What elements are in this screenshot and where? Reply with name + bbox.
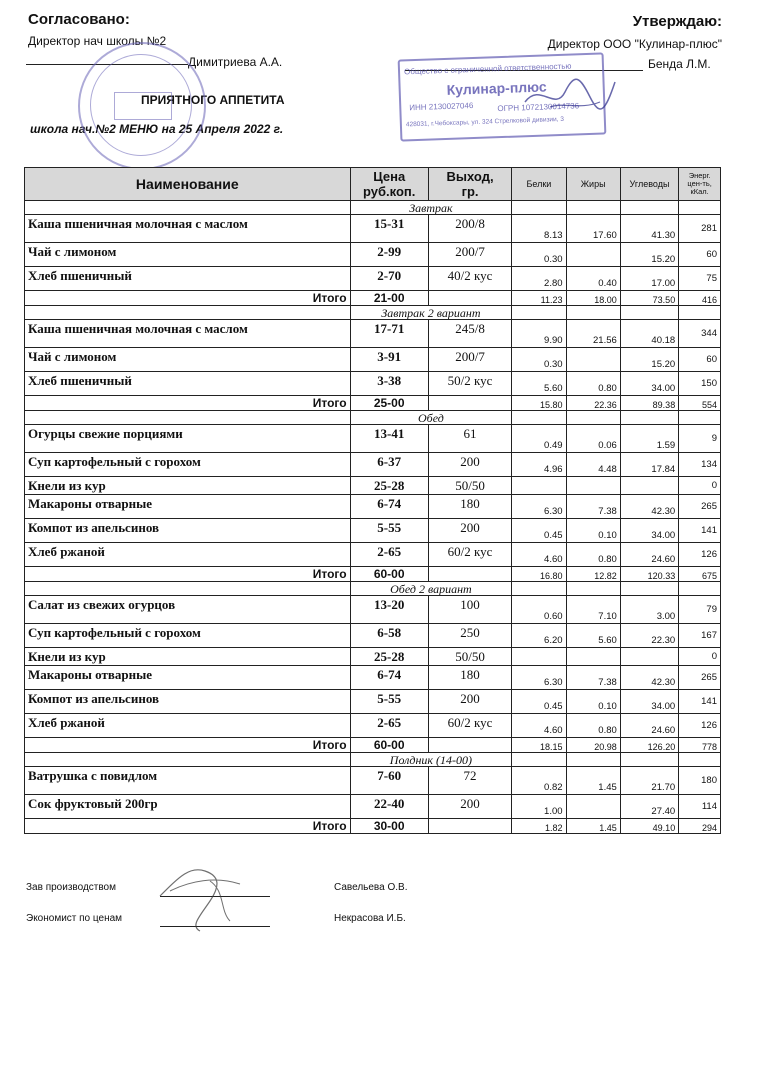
- total-fat: 20.98: [566, 738, 620, 753]
- dish-output: 200/7: [428, 348, 511, 372]
- section-title: Обед 2 вариант: [350, 582, 512, 596]
- dish-price: 6-58: [350, 624, 428, 648]
- stamp-inn: ИНН 2130027046: [409, 101, 474, 113]
- dish-kcal: 75: [679, 267, 721, 291]
- table-row: [25, 624, 721, 648]
- total-label: Итого: [25, 567, 351, 582]
- dish-carbs: 15.20: [620, 348, 678, 372]
- section-spacer: [679, 411, 721, 425]
- confirm-position: Директор ООО "Кулинар-плюс": [547, 37, 722, 51]
- dish-price: 2-65: [350, 543, 428, 567]
- section-spacer: [620, 201, 678, 215]
- table-header-row: [25, 168, 721, 201]
- dish-name: Компот из апельсинов: [25, 519, 351, 543]
- dish-fat: 7.10: [566, 596, 620, 624]
- dish-price: 3-91: [350, 348, 428, 372]
- dish-carbs: 24.60: [620, 543, 678, 567]
- total-protein: 15.80: [512, 396, 566, 411]
- production-name: Савельева О.В.: [334, 882, 408, 893]
- table-row: [25, 666, 721, 690]
- section-spacer: [566, 753, 620, 767]
- dish-name: Каша пшеничная молочная с маслом: [25, 215, 351, 243]
- dish-protein: 0.45: [512, 519, 566, 543]
- column-protein: Белки: [512, 168, 566, 201]
- dish-output: 200: [428, 519, 511, 543]
- production-label: Зав производством: [26, 882, 116, 893]
- column-price-line2: руб.коп.: [362, 184, 416, 199]
- section-spacer: [25, 582, 351, 596]
- total-protein: 11.23: [512, 291, 566, 306]
- total-label: Итого: [25, 738, 351, 753]
- stamp-address: 428031, г.Чебоксары, ул. 324 Стрелковой дивизии, 3: [405, 115, 565, 129]
- dish-carbs: 34.00: [620, 519, 678, 543]
- dish-price: 2-70: [350, 267, 428, 291]
- dish-name: Хлеб ржаной: [25, 714, 351, 738]
- column-name: Наименование: [25, 168, 351, 201]
- dish-carbs: [620, 648, 678, 666]
- total-row: [25, 819, 721, 834]
- section-spacer: [620, 306, 678, 320]
- total-protein: 18.15: [512, 738, 566, 753]
- column-output-line2: гр.: [461, 184, 479, 199]
- dish-fat: 21.56: [566, 320, 620, 348]
- total-row: [25, 738, 721, 753]
- table-row: [25, 596, 721, 624]
- dish-carbs: 40.18: [620, 320, 678, 348]
- dish-kcal: 344: [679, 320, 721, 348]
- dish-protein: 0.60: [512, 596, 566, 624]
- dish-protein: 0.30: [512, 243, 566, 267]
- total-carbs: 126.20: [620, 738, 678, 753]
- total-carbs: 120.33: [620, 567, 678, 582]
- dish-output: 200: [428, 795, 511, 819]
- dish-fat: 0.40: [566, 267, 620, 291]
- dish-protein: 4.60: [512, 543, 566, 567]
- production-signature-icon: [150, 856, 250, 936]
- dish-kcal: 150: [679, 372, 721, 396]
- dish-carbs: 41.30: [620, 215, 678, 243]
- table-row: [25, 320, 721, 348]
- dish-name: Огурцы свежие порциями: [25, 425, 351, 453]
- dish-kcal: 265: [679, 666, 721, 690]
- dish-name: Салат из свежих огурцов: [25, 596, 351, 624]
- dish-carbs: 24.60: [620, 714, 678, 738]
- section-spacer: [512, 201, 566, 215]
- section-spacer: [679, 201, 721, 215]
- dish-fat: [566, 243, 620, 267]
- economist-name: Некрасова И.Б.: [334, 913, 406, 924]
- dish-fat: 0.10: [566, 690, 620, 714]
- dish-carbs: [620, 477, 678, 495]
- dish-output: 40/2 кус: [428, 267, 511, 291]
- dish-protein: 0.49: [512, 425, 566, 453]
- dish-output: 250: [428, 624, 511, 648]
- table-row: [25, 648, 721, 666]
- total-kcal: 554: [679, 396, 721, 411]
- dish-name: Сок фруктовый 200гр: [25, 795, 351, 819]
- dish-price: 13-20: [350, 596, 428, 624]
- dish-kcal: 141: [679, 690, 721, 714]
- dish-output: 245/8: [428, 320, 511, 348]
- dish-name: Суп картофельный с горохом: [25, 624, 351, 648]
- menu-title: школа нач.№2 МЕНЮ на 25 Апреля 2022 г.: [30, 122, 284, 136]
- dish-fat: [566, 795, 620, 819]
- total-label: Итого: [25, 396, 351, 411]
- confirm-title: Утверждаю:: [632, 13, 722, 30]
- dish-carbs: 1.59: [620, 425, 678, 453]
- total-kcal: 778: [679, 738, 721, 753]
- dish-fat: 7.38: [566, 666, 620, 690]
- section-spacer: [25, 201, 351, 215]
- total-row: [25, 291, 721, 306]
- stamp-company-name: Кулинар-плюс: [446, 78, 547, 98]
- total-price: 60-00: [350, 567, 428, 582]
- dish-protein: 1.00: [512, 795, 566, 819]
- total-price: 25-00: [350, 396, 428, 411]
- dish-protein: 6.20: [512, 624, 566, 648]
- column-energy-line2: цен-ть,: [687, 179, 712, 188]
- dish-output: 200: [428, 690, 511, 714]
- dish-fat: 0.80: [566, 543, 620, 567]
- section-title: Обед: [350, 411, 512, 425]
- dish-carbs: 27.40: [620, 795, 678, 819]
- director-signature-icon: [520, 72, 620, 122]
- total-row: [25, 567, 721, 582]
- dish-protein: [512, 648, 566, 666]
- round-stamp: [78, 42, 206, 170]
- section-spacer: [512, 753, 566, 767]
- dish-fat: 5.60: [566, 624, 620, 648]
- total-kcal: 294: [679, 819, 721, 834]
- section-spacer: [566, 582, 620, 596]
- dish-price: 6-74: [350, 666, 428, 690]
- dish-output: 100: [428, 596, 511, 624]
- section-title: Полдник (14-00): [350, 753, 512, 767]
- table-row: [25, 425, 721, 453]
- table-row: [25, 477, 721, 495]
- table-row: [25, 767, 721, 795]
- total-fat: 18.00: [566, 291, 620, 306]
- section-row: [25, 306, 721, 320]
- dish-price: 6-74: [350, 495, 428, 519]
- dish-fat: [566, 648, 620, 666]
- total-price: 30-00: [350, 819, 428, 834]
- dish-output: 200/7: [428, 243, 511, 267]
- dish-kcal: 0: [679, 648, 721, 666]
- dish-carbs: 34.00: [620, 690, 678, 714]
- dish-name: Каша пшеничная молочная с маслом: [25, 320, 351, 348]
- approved-name: Димитриева А.А.: [188, 55, 283, 69]
- dish-name: Чай с лимоном: [25, 348, 351, 372]
- dish-output: 200: [428, 453, 511, 477]
- dish-name: Хлеб пшеничный: [25, 267, 351, 291]
- menu-table: [24, 167, 721, 834]
- dish-price: 15-31: [350, 215, 428, 243]
- column-output-line1: Выход,: [446, 169, 494, 184]
- dish-carbs: 17.84: [620, 453, 678, 477]
- dish-output: 180: [428, 666, 511, 690]
- table-row: [25, 267, 721, 291]
- dish-protein: 0.82: [512, 767, 566, 795]
- column-energy-line3: кКал.: [690, 187, 709, 196]
- total-protein: 16.80: [512, 567, 566, 582]
- dish-fat: 0.80: [566, 372, 620, 396]
- dish-price: 2-65: [350, 714, 428, 738]
- table-row: [25, 453, 721, 477]
- dish-name: Макароны отварные: [25, 495, 351, 519]
- dish-kcal: 114: [679, 795, 721, 819]
- dish-kcal: 281: [679, 215, 721, 243]
- dish-name: Суп картофельный с горохом: [25, 453, 351, 477]
- dish-fat: 0.06: [566, 425, 620, 453]
- dish-protein: 9.90: [512, 320, 566, 348]
- section-title: Завтрак: [350, 201, 512, 215]
- dish-kcal: 167: [679, 624, 721, 648]
- dish-kcal: 9: [679, 425, 721, 453]
- dish-price: 7-60: [350, 767, 428, 795]
- table-row: [25, 495, 721, 519]
- section-spacer: [25, 306, 351, 320]
- dish-fat: 0.10: [566, 519, 620, 543]
- wish-heading: ПРИЯТНОГО АППЕТИТА: [141, 93, 285, 107]
- dish-name: Хлеб ржаной: [25, 543, 351, 567]
- section-spacer: [620, 582, 678, 596]
- dish-output: 50/50: [428, 648, 511, 666]
- stamp-company-line: Общество с ограниченной ответственностью: [403, 61, 572, 77]
- dish-fat: [566, 348, 620, 372]
- dish-price: 5-55: [350, 690, 428, 714]
- total-carbs: 49.10: [620, 819, 678, 834]
- economist-label: Экономист по ценам: [26, 913, 123, 924]
- section-spacer: [566, 201, 620, 215]
- column-fat: Жиры: [566, 168, 620, 201]
- dish-carbs: 42.30: [620, 666, 678, 690]
- dish-kcal: 60: [679, 348, 721, 372]
- section-spacer: [512, 306, 566, 320]
- section-spacer: [25, 753, 351, 767]
- dish-carbs: 22.30: [620, 624, 678, 648]
- column-output: [428, 168, 511, 201]
- dish-kcal: 126: [679, 714, 721, 738]
- dish-protein: [512, 477, 566, 495]
- dish-name: Кнели из кур: [25, 477, 351, 495]
- dish-price: 25-28: [350, 648, 428, 666]
- confirm-name: Бенда Л.М.: [648, 57, 711, 71]
- column-price: [350, 168, 428, 201]
- section-spacer: [679, 306, 721, 320]
- stamp-ogrn: ОГРН 1072130014736: [497, 101, 580, 114]
- table-row: [25, 795, 721, 819]
- dish-output: 61: [428, 425, 511, 453]
- dish-protein: 0.30: [512, 348, 566, 372]
- dish-protein: 4.60: [512, 714, 566, 738]
- dish-price: 13-41: [350, 425, 428, 453]
- dish-protein: 4.96: [512, 453, 566, 477]
- dish-protein: 6.30: [512, 495, 566, 519]
- table-row: [25, 348, 721, 372]
- dish-name: Чай с лимоном: [25, 243, 351, 267]
- dish-kcal: 134: [679, 453, 721, 477]
- dish-kcal: 79: [679, 596, 721, 624]
- dish-protein: 5.60: [512, 372, 566, 396]
- total-label: Итого: [25, 819, 351, 834]
- section-spacer: [512, 582, 566, 596]
- dish-price: 5-55: [350, 519, 428, 543]
- total-kcal: 416: [679, 291, 721, 306]
- dish-kcal: 265: [679, 495, 721, 519]
- dish-name: Макароны отварные: [25, 666, 351, 690]
- table-row: [25, 372, 721, 396]
- dish-fat: 17.60: [566, 215, 620, 243]
- section-row: [25, 201, 721, 215]
- total-carbs: 89.38: [620, 396, 678, 411]
- dish-fat: 0.80: [566, 714, 620, 738]
- total-carbs: 73.50: [620, 291, 678, 306]
- total-price: 21-00: [350, 291, 428, 306]
- section-spacer: [620, 753, 678, 767]
- section-spacer: [620, 411, 678, 425]
- dish-fat: 4.48: [566, 453, 620, 477]
- total-output-empty: [428, 738, 511, 753]
- dish-output: 200/8: [428, 215, 511, 243]
- column-energy-line1: Энерг.: [688, 171, 711, 180]
- dish-kcal: 0: [679, 477, 721, 495]
- dish-price: 6-37: [350, 453, 428, 477]
- approved-position: Директор нач школы №2: [28, 34, 167, 48]
- dish-carbs: 21.70: [620, 767, 678, 795]
- dish-price: 25-28: [350, 477, 428, 495]
- total-fat: 22.36: [566, 396, 620, 411]
- total-label: Итого: [25, 291, 351, 306]
- dish-fat: 1.45: [566, 767, 620, 795]
- total-fat: 1.45: [566, 819, 620, 834]
- table-row: [25, 714, 721, 738]
- dish-kcal: 126: [679, 543, 721, 567]
- dish-output: 50/2 кус: [428, 372, 511, 396]
- dish-carbs: 15.20: [620, 243, 678, 267]
- dish-output: 72: [428, 767, 511, 795]
- section-spacer: [679, 582, 721, 596]
- table-row: [25, 690, 721, 714]
- dish-kcal: 141: [679, 519, 721, 543]
- total-output-empty: [428, 396, 511, 411]
- approved-title: Согласовано:: [28, 11, 130, 28]
- dish-price: 22-40: [350, 795, 428, 819]
- column-price-line1: Цена: [373, 169, 406, 184]
- dish-fat: [566, 477, 620, 495]
- dish-protein: 0.45: [512, 690, 566, 714]
- column-carbs: Углеводы: [620, 168, 678, 201]
- section-spacer: [679, 753, 721, 767]
- dish-protein: 8.13: [512, 215, 566, 243]
- section-spacer: [566, 411, 620, 425]
- dish-output: 180: [428, 495, 511, 519]
- section-row: [25, 753, 721, 767]
- total-protein: 1.82: [512, 819, 566, 834]
- dish-price: 3-38: [350, 372, 428, 396]
- dish-price: 2-99: [350, 243, 428, 267]
- dish-carbs: 34.00: [620, 372, 678, 396]
- dish-carbs: 42.30: [620, 495, 678, 519]
- table-row: [25, 215, 721, 243]
- dish-kcal: 60: [679, 243, 721, 267]
- section-spacer: [566, 306, 620, 320]
- table-row: [25, 243, 721, 267]
- dish-output: 60/2 кус: [428, 714, 511, 738]
- dish-fat: 7.38: [566, 495, 620, 519]
- dish-carbs: 3.00: [620, 596, 678, 624]
- dish-kcal: 180: [679, 767, 721, 795]
- total-row: [25, 396, 721, 411]
- dish-protein: 2.80: [512, 267, 566, 291]
- dish-output: 50/50: [428, 477, 511, 495]
- section-row: [25, 411, 721, 425]
- table-row: [25, 543, 721, 567]
- dish-protein: 6.30: [512, 666, 566, 690]
- total-output-empty: [428, 567, 511, 582]
- section-title: Завтрак 2 вариант: [350, 306, 512, 320]
- dish-name: Ватрушка с повидлом: [25, 767, 351, 795]
- dish-output: 60/2 кус: [428, 543, 511, 567]
- section-row: [25, 582, 721, 596]
- dish-name: Хлеб пшеничный: [25, 372, 351, 396]
- total-price: 60-00: [350, 738, 428, 753]
- dish-name: Компот из апельсинов: [25, 690, 351, 714]
- section-spacer: [512, 411, 566, 425]
- section-spacer: [25, 411, 351, 425]
- total-output-empty: [428, 291, 511, 306]
- dish-price: 17-71: [350, 320, 428, 348]
- column-energy: [679, 168, 721, 201]
- total-output-empty: [428, 819, 511, 834]
- total-fat: 12.82: [566, 567, 620, 582]
- total-kcal: 675: [679, 567, 721, 582]
- dish-carbs: 17.00: [620, 267, 678, 291]
- dish-name: Кнели из кур: [25, 648, 351, 666]
- table-row: [25, 519, 721, 543]
